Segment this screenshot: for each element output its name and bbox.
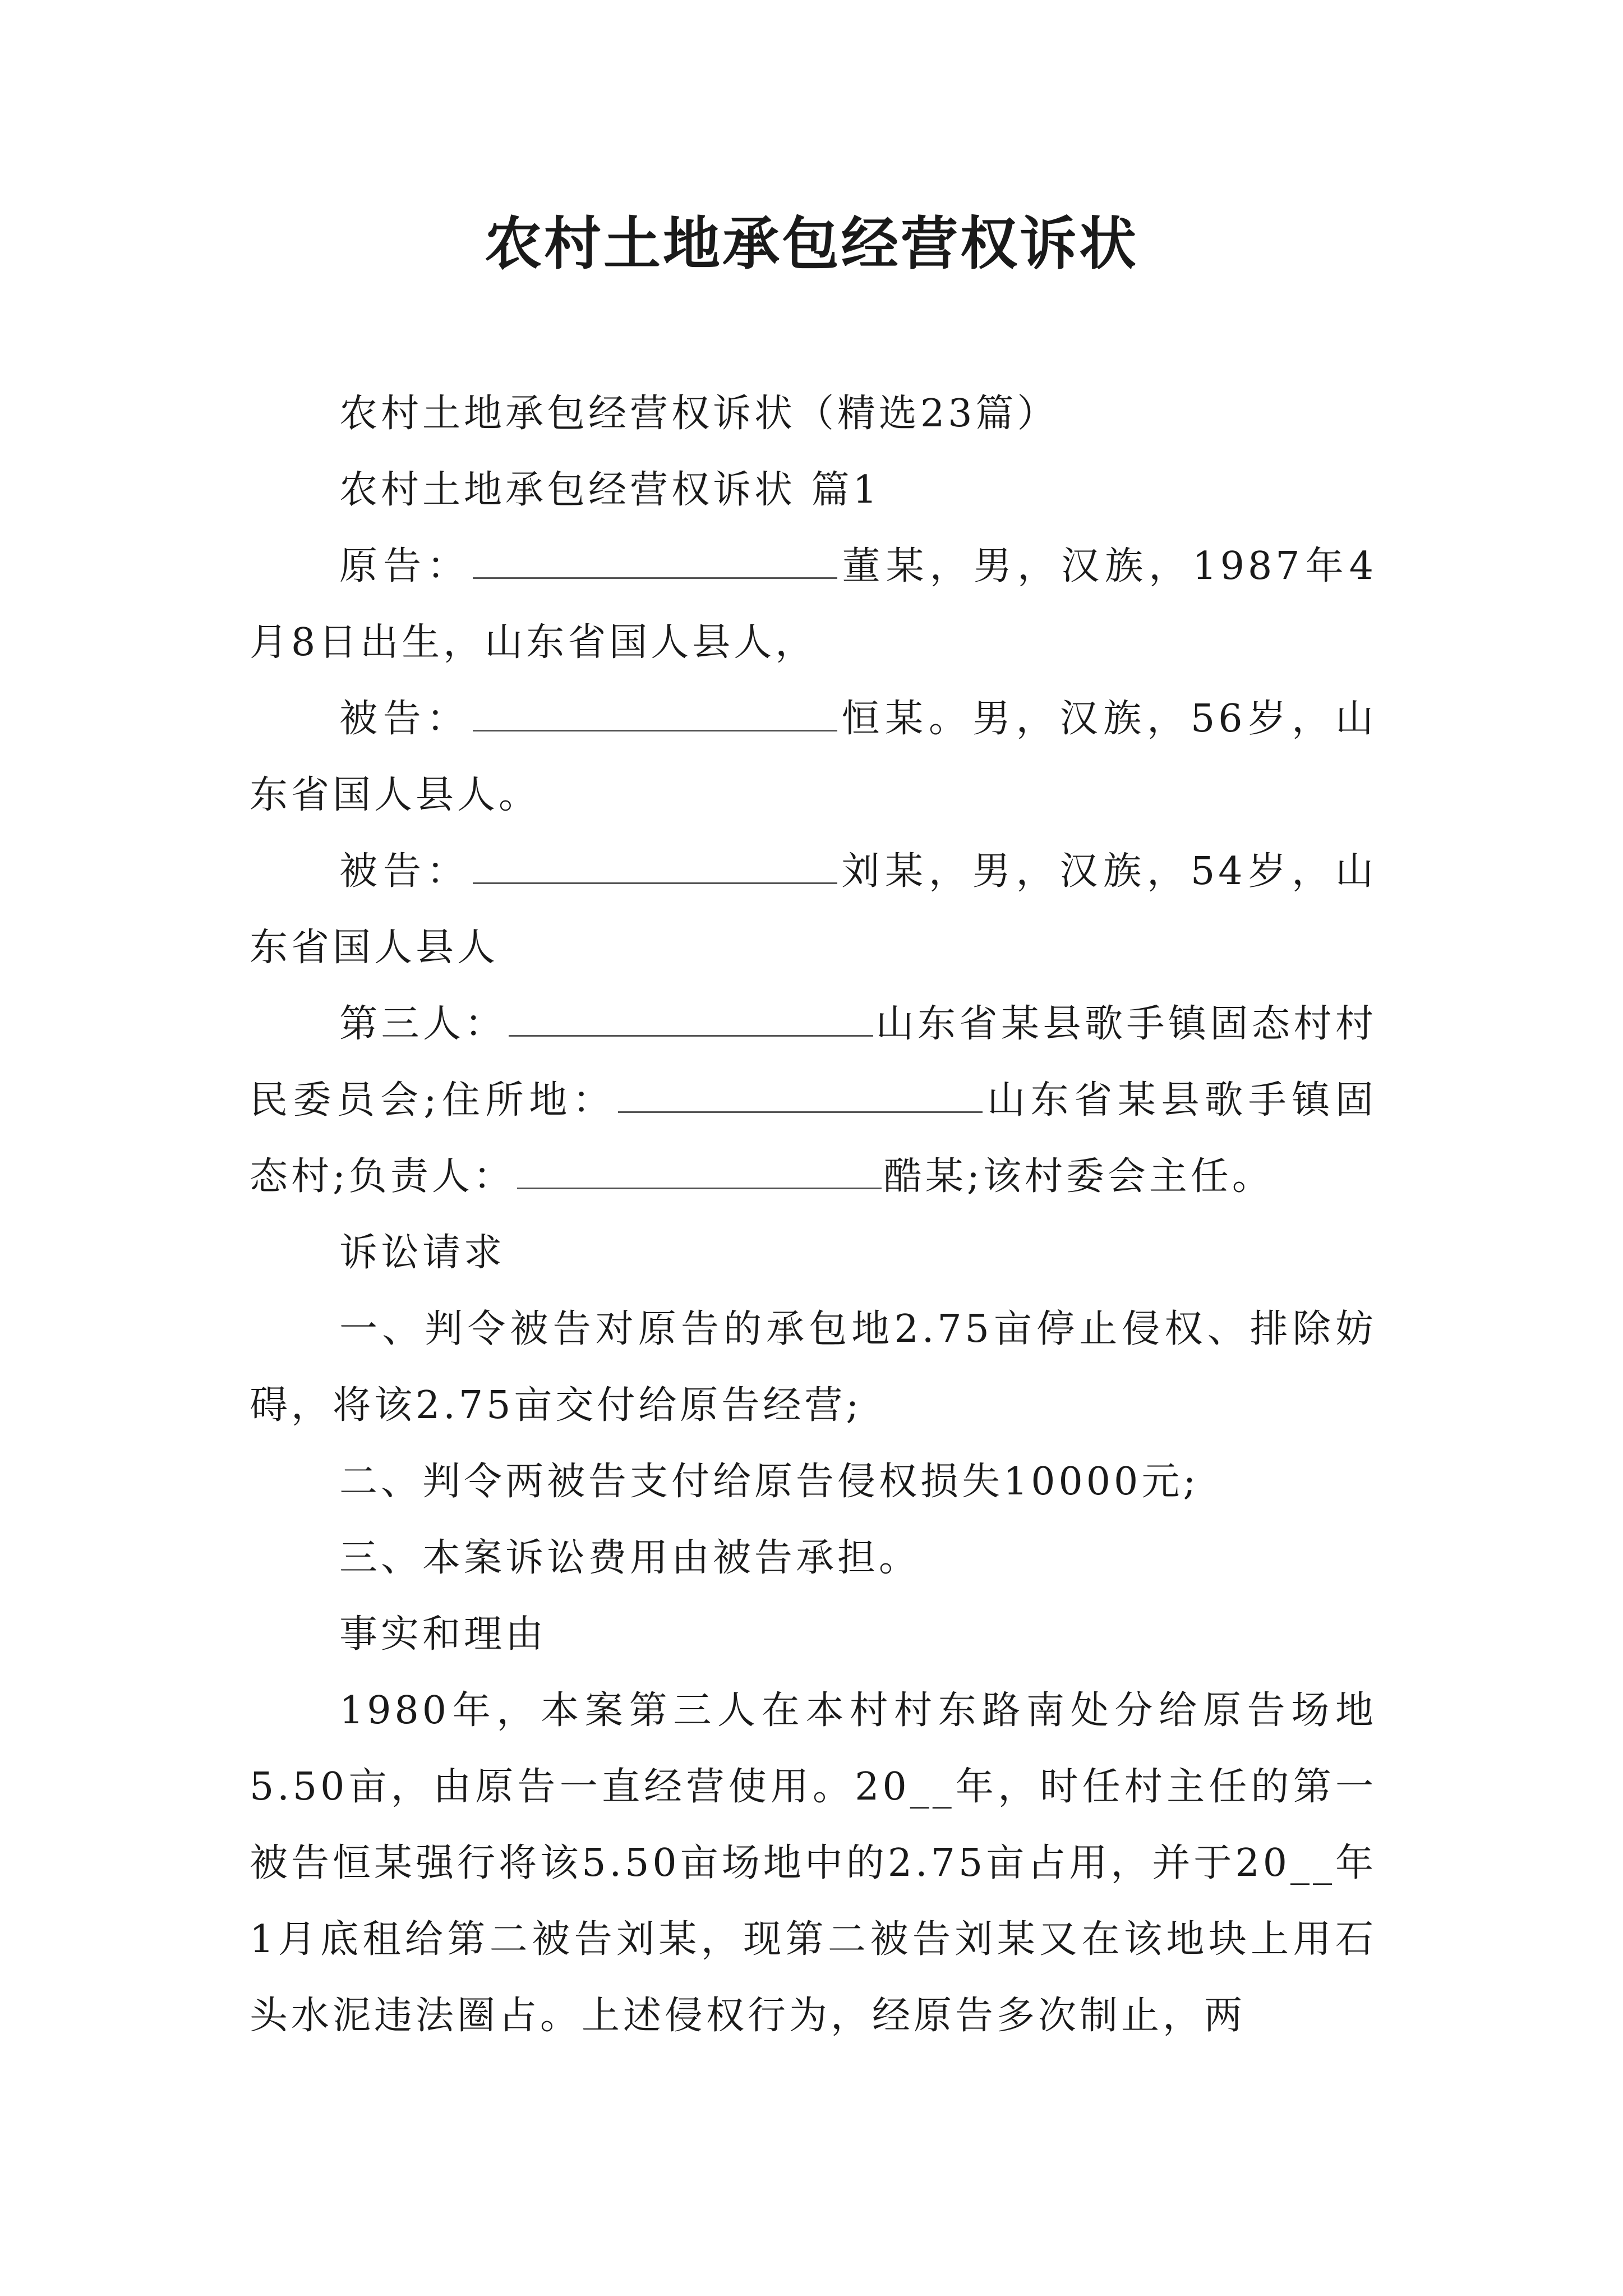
third-party-text2: 山东省某县歌手镇固态村;负责人： [250, 1078, 1377, 1199]
blank-line [473, 851, 837, 884]
blank-line [509, 1004, 873, 1037]
plaintiff-label: 原告： [339, 544, 471, 588]
third-party-paragraph [250, 986, 1377, 1215]
claim-item: 二、判令两被告支付给原告侵权损失10000元; [339, 1460, 1200, 1504]
third-party-label: 第三人： [339, 1002, 506, 1046]
facts-paragraph: 1980年，本案第三人在本村村东路南处分给原告场地5.50亩，由原告一直经营使用。20__年，时任村主任的第一被告恒某强行将该5.50亩场地中的2.75亩占用，并于20__年1月底租给第二被告刘某，现第二被告刘某又在该地块上用石头水泥违法圈占。上述侵权行为，经原告多次制止，两 [250, 1688, 1377, 2038]
defendant2-text: 刘某，男，汉族，54岁，山东省国人县人 [250, 849, 1377, 970]
section-heading: 农村土地承包经营权诉状 篇1 [339, 468, 880, 512]
blank-line [618, 1080, 983, 1113]
plaintiff-paragraph [250, 528, 1377, 681]
defendant1-text: 恒某。男，汉族，56岁，山东省国人县人。 [250, 697, 1377, 817]
third-party-text3: 酷某;该村委会主任。 [883, 1154, 1274, 1199]
plaintiff-text: 董某，男，汉族，1987年4月8日出生，山东省国人县人， [250, 544, 1377, 665]
blank-line [473, 698, 837, 731]
third-party-text1: 山东省某县歌手镇固态村村民委员会;住所地： [250, 1002, 1377, 1122]
claim-item: 三、本案诉讼费用由被告承担。 [339, 1536, 921, 1580]
claim-item: 一、判令被告对原告的承包地2.75亩停止侵权、排除妨碍，将该2.75亩交付给原告经营; [250, 1307, 1377, 1428]
claims-heading: 诉讼请求 [339, 1231, 506, 1275]
document-title: 农村土地承包经营权诉状 [485, 210, 1138, 278]
defendant2-label: 被告： [339, 849, 471, 894]
facts-heading: 事实和理由 [339, 1612, 547, 1657]
blank-line [517, 1156, 882, 1189]
defendant1-label: 被告： [339, 697, 471, 741]
blank-line [473, 546, 837, 579]
defendant2-paragraph [250, 834, 1377, 986]
document-subtitle: 农村土地承包经营权诉状（精选23篇） [339, 392, 1059, 436]
document-body [250, 376, 1377, 2054]
defendant1-paragraph [250, 681, 1377, 834]
